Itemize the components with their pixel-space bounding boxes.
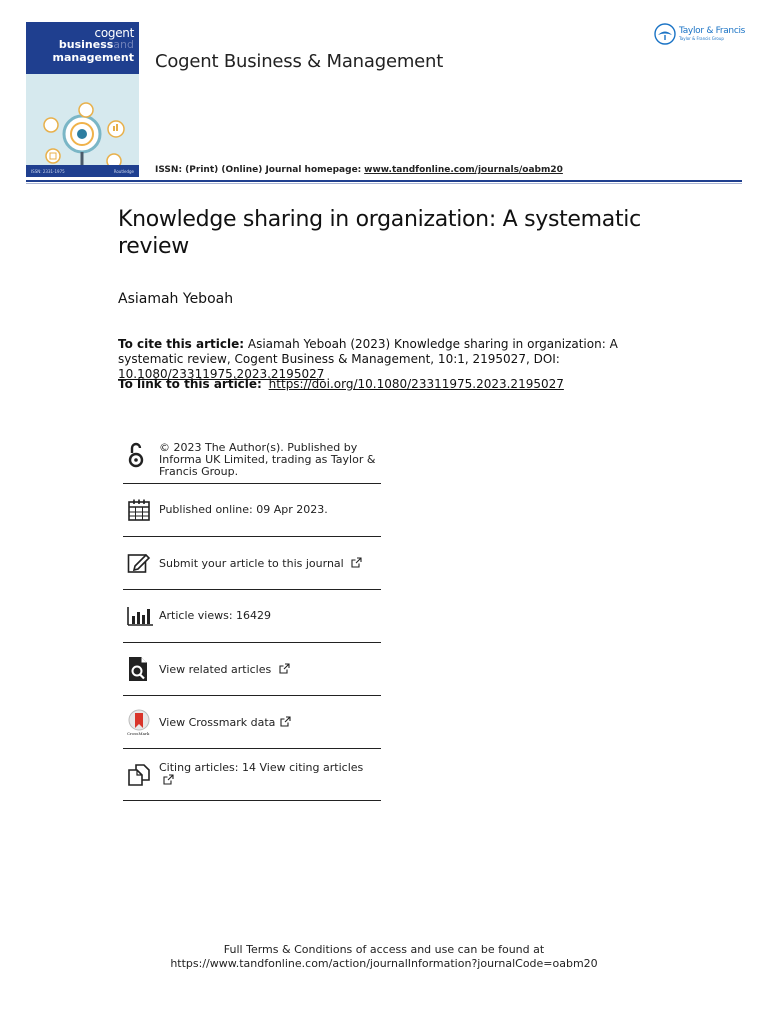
citing-articles-item[interactable] bbox=[123, 749, 381, 801]
citation bbox=[118, 337, 658, 382]
cover-illustration bbox=[26, 74, 139, 177]
link-label: To link to this article: bbox=[118, 377, 262, 391]
terms-line-1: Full Terms & Conditions of access and use can be found at bbox=[223, 943, 545, 956]
article-title: Knowledge sharing in organization: A systematic review bbox=[118, 207, 641, 259]
article-link-line bbox=[118, 377, 564, 391]
journal-cover bbox=[26, 22, 139, 177]
citing-articles-link[interactable]: Citing articles: 14 View citing articles bbox=[159, 761, 364, 774]
terms-link[interactable]: https://www.tandfonline.com/action/journalInformation?journalCode=oabm20 bbox=[170, 957, 598, 970]
cover-brand-line2: businessand bbox=[58, 38, 134, 51]
cover-issn: ISSN: 2331-1975 bbox=[31, 168, 65, 174]
citing-icon bbox=[127, 763, 151, 787]
article-info-list bbox=[123, 436, 381, 801]
header-divider-thin bbox=[26, 183, 742, 184]
published-item bbox=[123, 484, 381, 537]
search-document-icon bbox=[127, 656, 149, 682]
open-access-icon bbox=[127, 442, 145, 468]
open-access-item bbox=[123, 436, 381, 484]
published-text: Published online: 09 Apr 2023. bbox=[159, 503, 328, 516]
open-access-text: © 2023 The Author(s). Published by Informa UK Limited, trading as Taylor & Francis Group. bbox=[159, 441, 376, 478]
taylor-francis-logo-icon bbox=[654, 23, 676, 45]
crossmark-link[interactable]: View Crossmark data bbox=[159, 715, 276, 729]
crossmark-icon-label: CrossMark bbox=[127, 730, 150, 736]
submit-article-item[interactable] bbox=[123, 537, 381, 590]
related-articles-link[interactable]: View related articles bbox=[159, 662, 272, 676]
article-views-text: Article views: 16429 bbox=[159, 609, 272, 622]
article-author: Asiamah Yeboah bbox=[118, 291, 234, 307]
edit-icon bbox=[127, 552, 151, 574]
submit-article-link[interactable]: Submit your article to this journal bbox=[159, 556, 344, 570]
issn-label: ISSN: (Print) (Online) Journal homepage: bbox=[155, 165, 362, 175]
publisher-group: Taylor & Francis Group bbox=[679, 36, 724, 41]
cover-brand-line1: cogent bbox=[94, 26, 134, 40]
taylor-francis-logo[interactable] bbox=[654, 22, 746, 46]
publisher-name: Taylor & Francis bbox=[679, 26, 746, 36]
issn-line bbox=[155, 165, 563, 175]
crossmark-item[interactable] bbox=[123, 696, 381, 749]
external-link-icon bbox=[279, 663, 290, 674]
related-articles-item[interactable] bbox=[123, 643, 381, 696]
cover-brand bbox=[26, 22, 139, 74]
article-doi-link[interactable]: https://doi.org/10.1080/23311975.2023.2195027 bbox=[268, 377, 564, 391]
external-link-icon bbox=[280, 716, 291, 727]
calendar-icon bbox=[127, 498, 151, 522]
terms-footer bbox=[0, 943, 768, 971]
external-link-icon bbox=[163, 774, 174, 785]
journal-title: Cogent Business & Management bbox=[155, 51, 444, 72]
cover-brand-line3: management bbox=[52, 51, 134, 64]
article-views-item bbox=[123, 590, 381, 643]
bar-chart-icon bbox=[127, 606, 153, 626]
cite-doi-link[interactable]: 10.1080/23311975.2023.2195027 bbox=[118, 367, 325, 381]
cite-label: To cite this article: bbox=[118, 337, 245, 351]
header-divider bbox=[26, 180, 742, 182]
cover-footer bbox=[26, 165, 139, 177]
external-link-icon bbox=[351, 557, 362, 568]
journal-homepage-link[interactable]: www.tandfonline.com/journals/oabm20 bbox=[364, 165, 563, 175]
cover-publisher: Routledge bbox=[113, 168, 134, 174]
cite-text: Asiamah Yeboah (2023) Knowledge sharing in organization: A systematic review, Cogent Business & Management, 10:1, 2195027, DOI: bbox=[118, 337, 618, 366]
crossmark-icon bbox=[127, 709, 151, 731]
